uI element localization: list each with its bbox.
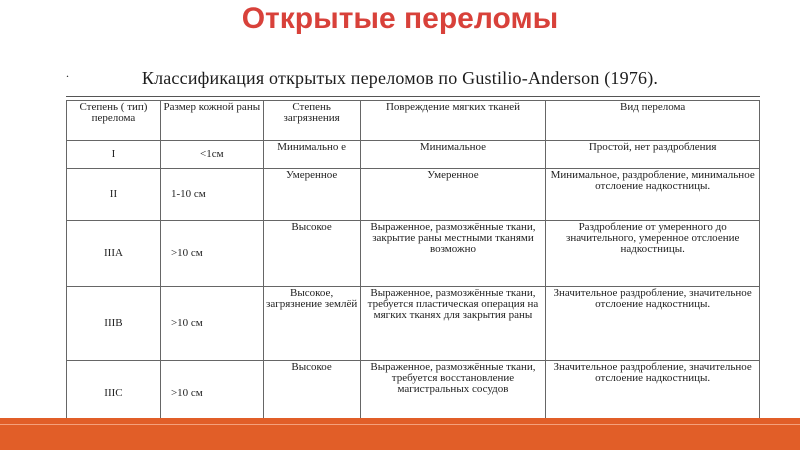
footer-bar-highlight — [0, 424, 800, 425]
cell-soft-tissue: Умеренное — [360, 169, 546, 221]
cell-degree: IIIB — [67, 287, 161, 361]
table-row — [67, 141, 760, 169]
cell-wound-size: >10 см — [160, 361, 263, 427]
header-cell-fracture-type: Вид перелома — [546, 101, 760, 141]
table-caption: Классификация открытых переломов по Gustilio-Anderson (1976). — [141, 68, 659, 88]
header-cell-soft-tissue: Повреждение мягких тканей — [360, 101, 546, 141]
cell-contamination: Высокое — [263, 361, 360, 427]
cell-degree: IIIC — [67, 361, 161, 427]
cell-fracture-type: Значительное раздробление, значительное отслоение надкостницы. — [546, 287, 760, 361]
cell-degree: II — [67, 169, 161, 221]
slide-title: Открытые переломы — [241, 2, 559, 35]
header-cell-degree: Степень ( тип) перелома — [67, 101, 161, 141]
cell-fracture-type: Простой, нет раздробления — [546, 141, 760, 169]
caption-rule — [66, 96, 760, 97]
cell-soft-tissue: Выраженное, размозжённые ткани, требуется восстановление магистральных сосудов — [360, 361, 546, 427]
cell-soft-tissue: Выраженное, размозжённые ткани, требуется пластическая операция на мягких тканях для закрытия раны — [360, 287, 546, 361]
cell-fracture-type: Минимальное, раздробление, минимальное отслоение надкостницы. — [546, 169, 760, 221]
cell-wound-size: <1см — [160, 141, 263, 169]
footer-bar — [0, 418, 800, 450]
cell-degree: IIIA — [67, 221, 161, 287]
cell-degree: I — [67, 141, 161, 169]
cell-contamination: Умеренное — [263, 169, 360, 221]
cell-fracture-type: Значительное раздробление, значительное отслоение надкостницы. — [546, 361, 760, 427]
cell-fracture-type: Раздробление от умеренного до значительного, умеренное отслоение надкостницы. — [546, 221, 760, 287]
header-cell-contamination: Степень загрязнения — [263, 101, 360, 141]
table-row — [67, 287, 760, 361]
table-row — [67, 169, 760, 221]
classification-table — [66, 100, 760, 427]
cell-soft-tissue: Выраженное, размозжённые ткани, закрытие раны местными тканями возможно — [360, 221, 546, 287]
stray-dot: . — [66, 66, 69, 80]
cell-contamination: Минимально е — [263, 141, 360, 169]
cell-contamination: Высокое, загрязнение землёй — [263, 287, 360, 361]
cell-wound-size: 1-10 см — [160, 169, 263, 221]
header-cell-wound-size: Размер кожной раны — [160, 101, 263, 141]
table-row — [67, 221, 760, 287]
table-row — [67, 361, 760, 427]
cell-wound-size: >10 см — [160, 287, 263, 361]
cell-contamination: Высокое — [263, 221, 360, 287]
table-header-row — [67, 101, 760, 141]
cell-wound-size: >10 см — [160, 221, 263, 287]
cell-soft-tissue: Минимальное — [360, 141, 546, 169]
